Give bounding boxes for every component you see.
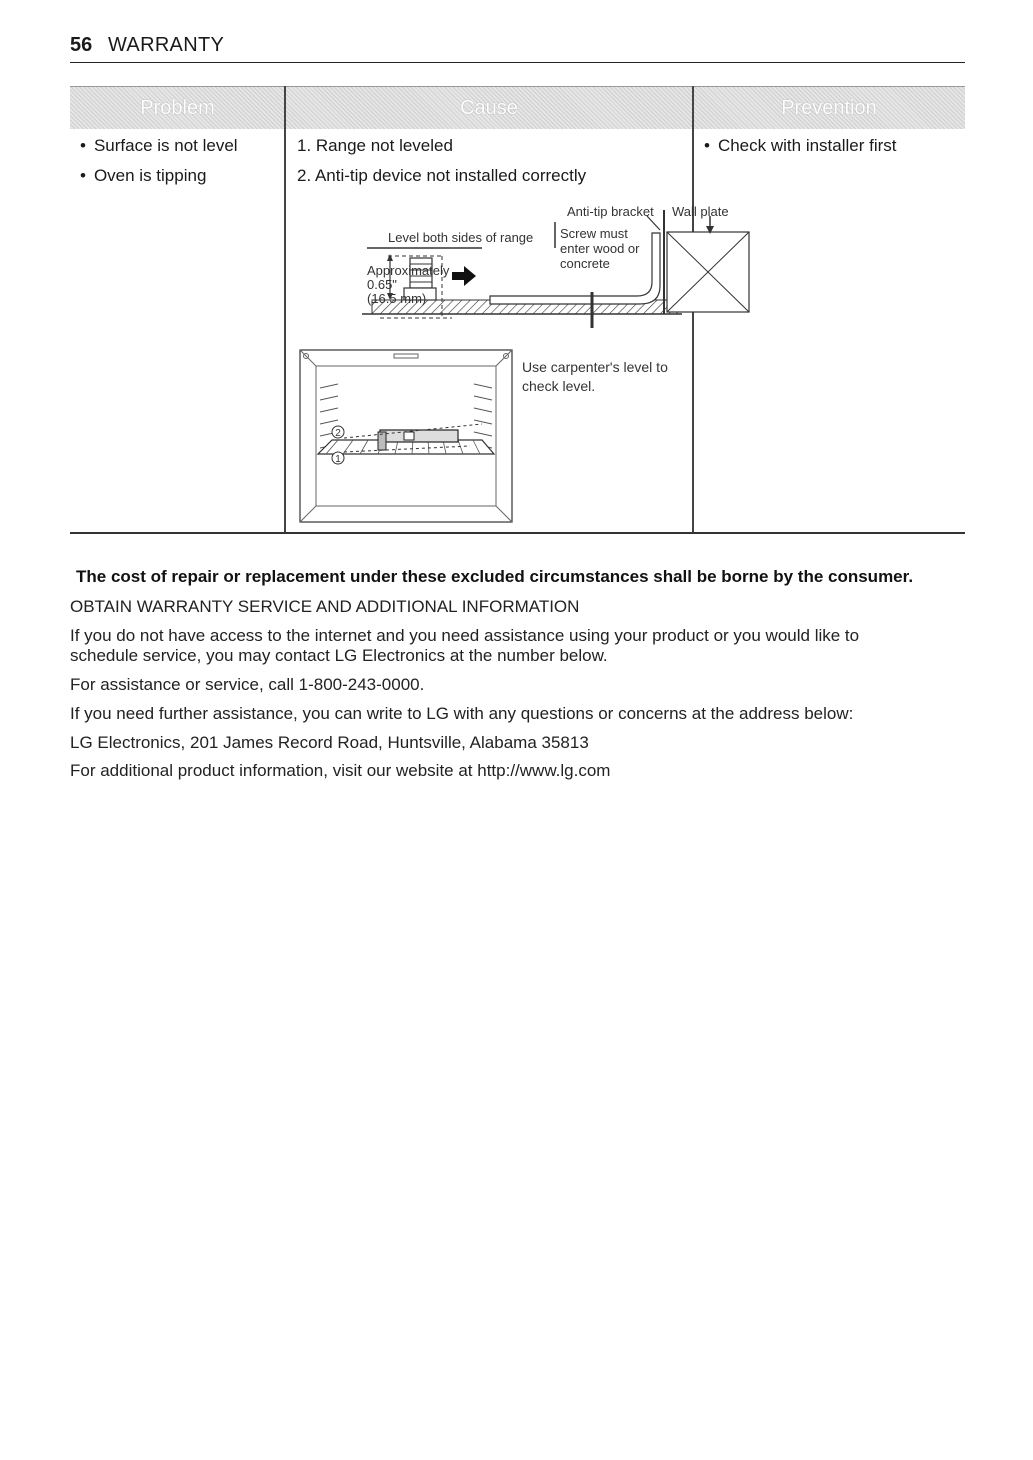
problem-item: • Oven is tipping: [80, 166, 207, 185]
marker-1-label: 1: [335, 454, 341, 465]
service-write: If you need further assistance, you can write to LG with any questions or concerns at the address below:: [70, 704, 854, 723]
problem-item: • Surface is not level: [80, 136, 238, 155]
troubleshooting-table: [70, 86, 965, 534]
approx-measure-label: (16.5 mm): [367, 291, 427, 306]
approx-measure-label: 0.65": [367, 277, 397, 292]
column-header-prevention: Prevention: [781, 97, 877, 119]
prevention-item: • Check with installer first: [704, 136, 897, 155]
level-sides-label: Level both sides of range: [388, 230, 534, 245]
page-number: 56: [70, 34, 93, 56]
anti-tip-bracket-label: Anti-tip bracket: [567, 204, 654, 219]
service-website: For additional product information, visit our website at http://www.lg.com: [70, 761, 611, 780]
screw-note-line: concrete: [560, 256, 610, 271]
table-header-row: [70, 86, 965, 129]
column-header-cause: Cause: [460, 97, 518, 119]
screw-note-line: Screw must: [560, 226, 628, 241]
screw-note-line: enter wood or: [560, 241, 640, 256]
level-note-line: Use carpenter's level to: [522, 359, 668, 375]
service-address: LG Electronics, 201 James Record Road, Huntsville, Alabama 35813: [70, 733, 589, 752]
column-divider: [284, 86, 286, 532]
cause-item: 1. Range not leveled: [297, 136, 453, 155]
right-arrow-icon: [452, 266, 476, 286]
oven-level-illustration: [298, 348, 680, 526]
column-header-problem: Problem: [140, 97, 215, 119]
approx-measure-label: Approximately: [367, 263, 450, 278]
level-note-line: check level.: [522, 378, 596, 394]
cause-item: 2. Anti-tip device not installed correctly: [297, 166, 587, 185]
service-heading: OBTAIN WARRANTY SERVICE AND ADDITIONAL INFORMATION: [70, 597, 580, 616]
marker-2-label: 2: [335, 428, 341, 439]
section-title: WARRANTY: [108, 34, 225, 56]
page-header: [70, 32, 965, 63]
consumer-cost-notice: The cost of repair or replacement under these excluded circumstances shall be borne by the consumer.: [76, 567, 914, 586]
service-phone: For assistance or service, call 1-800-243-0000.: [70, 675, 425, 694]
wall-plate-label: Wall plate: [672, 204, 729, 219]
service-paragraph: If you do not have access to the internet and you need assistance using your product or you would like to schedule service, you may contact LG Electronics at the number below.: [70, 626, 860, 665]
carpenter-level-shape: [380, 430, 458, 442]
anti-tip-illustration: [292, 198, 729, 338]
